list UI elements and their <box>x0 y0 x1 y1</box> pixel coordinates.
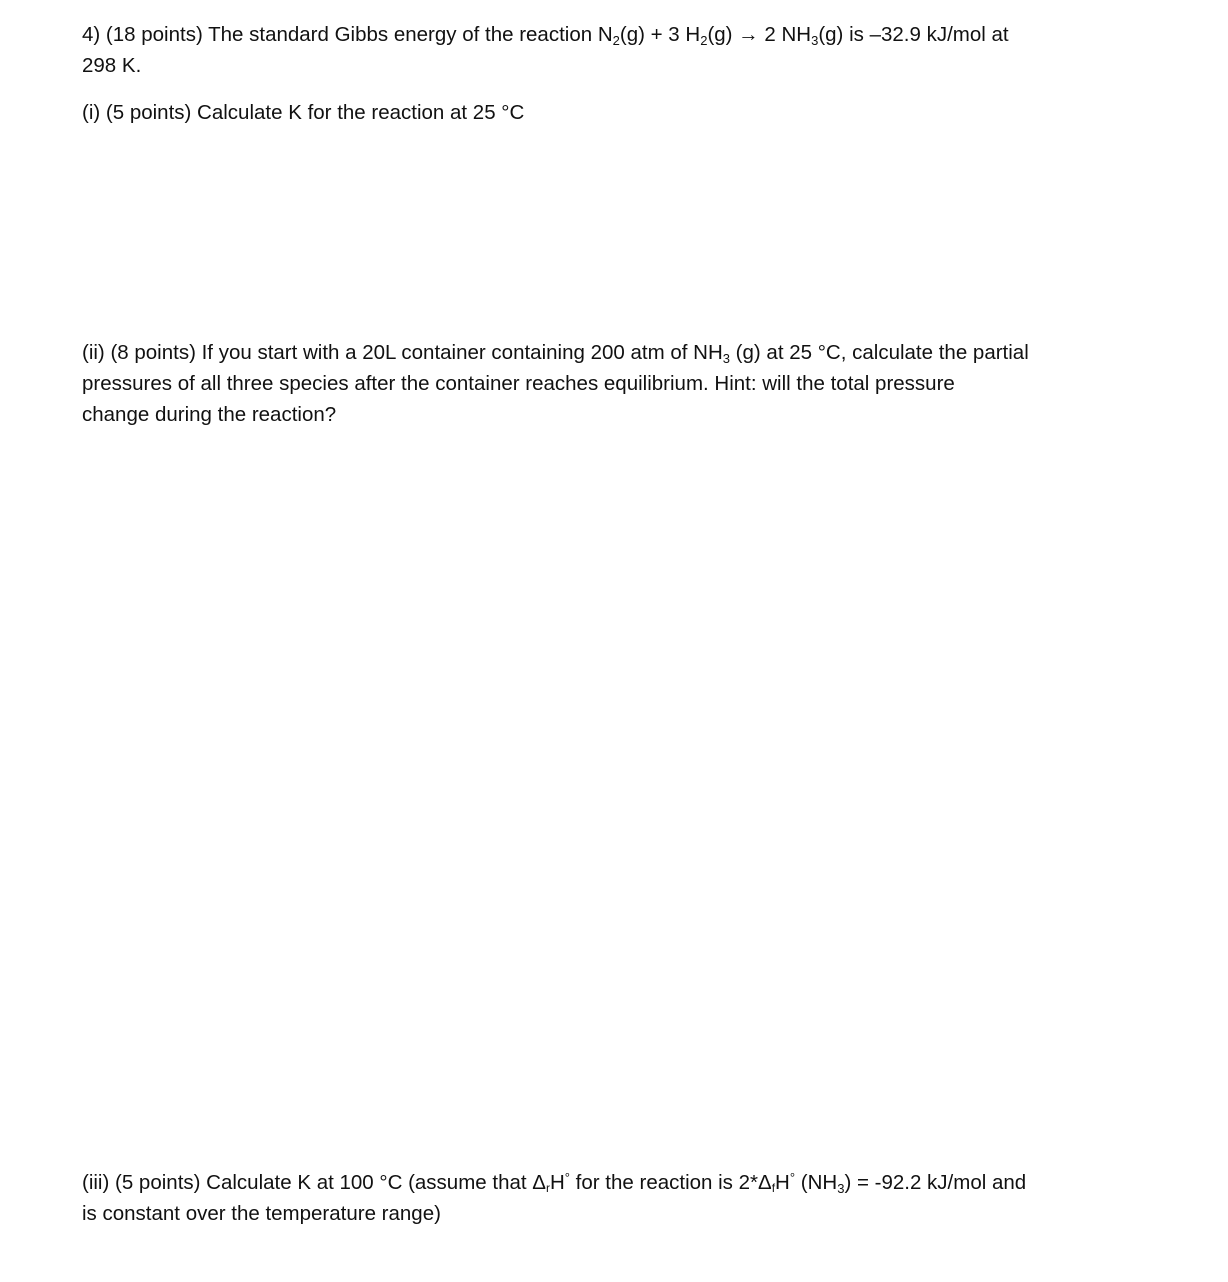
question-header-line1: 4) (18 points) The standard Gibbs energy of the reaction $N_2(g) + 3$ $H_2(g) \to 2$ $NH_3(g)$ is –32.9 kJ/mol at <box>82 23 1009 48</box>
question-header <box>82 19 1102 81</box>
part-i <box>82 97 1102 128</box>
part-ii-line2: pressures of all three species after the container reaches equilibrium. Hint: will the total pressure <box>82 372 955 395</box>
part-iii-line2: is constant over the temperature range) <box>82 1202 441 1225</box>
question-header-line2: 298 K. <box>82 54 142 77</box>
part-iii-line1: (iii) (5 points) Calculate K at 100 °C (assume that ΔrH° for the reaction is 2*ΔfH° $(NH_3) = -92.2$ kJ/mol and <box>82 1170 1027 1196</box>
part-iii <box>82 1167 1102 1229</box>
part-i-text: (i) (5 points) Calculate K for the reaction at 25 °C <box>82 101 525 124</box>
part-ii-line3: change during the reaction? <box>82 403 337 426</box>
part-ii <box>82 337 1102 430</box>
part-ii-line1: (ii) (8 points) If you start with a 20L container containing 200 atm of $NH_3$ (g) at 25 °C, calculate the partial <box>82 341 1029 366</box>
